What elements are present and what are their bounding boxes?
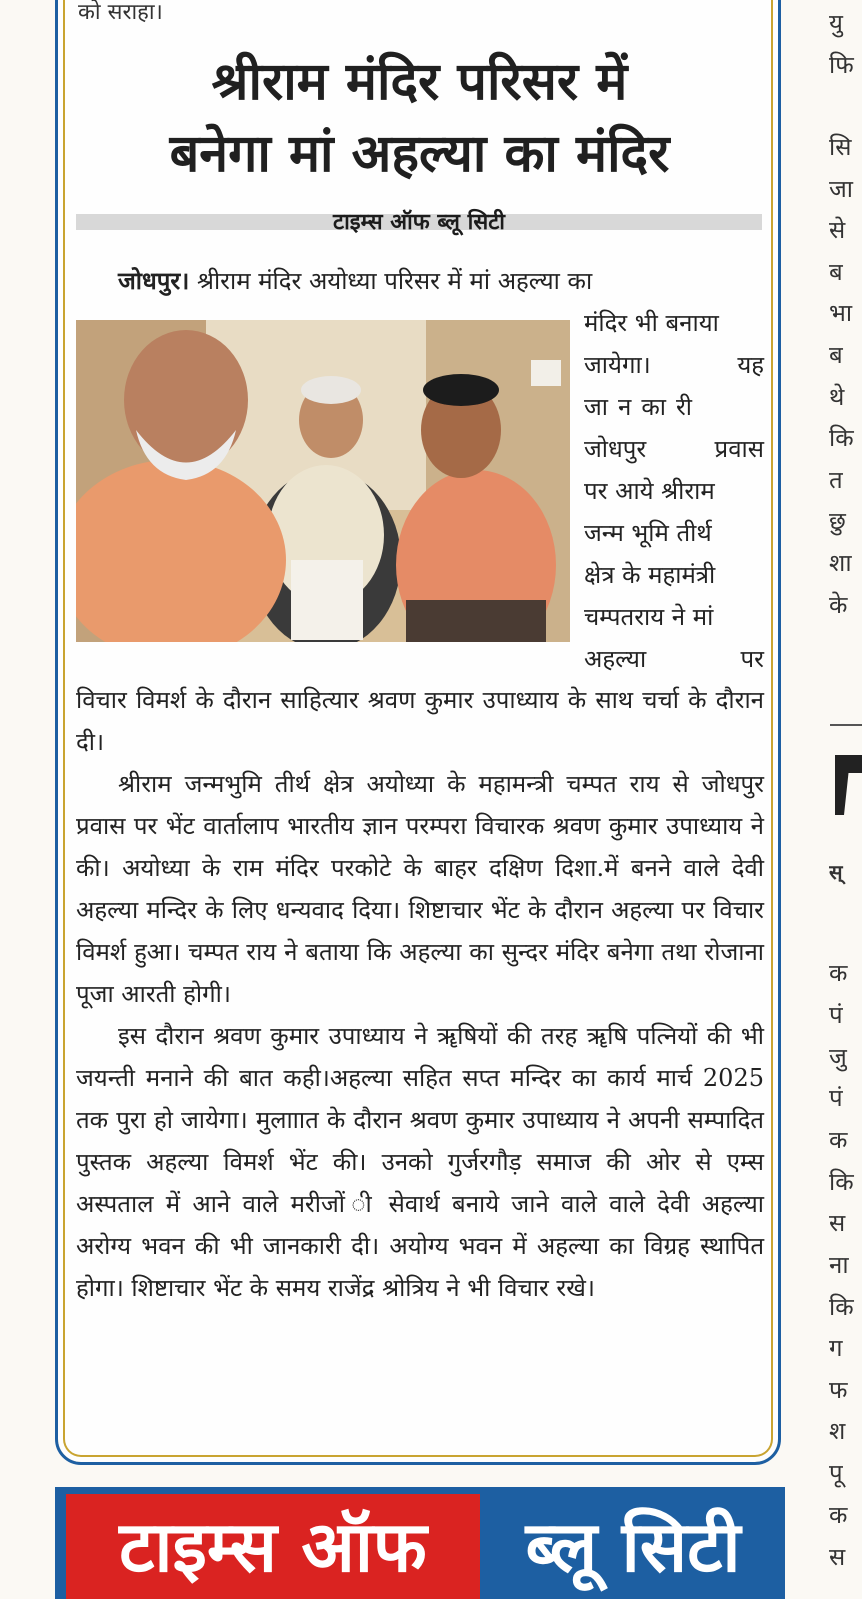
side-line: जानकारी (584, 393, 703, 421)
byline: टाइम्स ऑफ ब्लू सिटी (333, 210, 505, 235)
side-line: पर आये श्रीराम (584, 477, 715, 505)
fragment: पू (829, 1459, 843, 1487)
news-photo-illustration (76, 320, 570, 642)
fragment: पं (829, 1001, 843, 1029)
lead-text: श्रीराम मंदिर अयोध्या परिसर में मां अहल्या का (196, 267, 593, 295)
fragment: के (829, 591, 848, 619)
fragment: त (829, 466, 843, 494)
fragment: क (829, 959, 848, 987)
fragment: कि (829, 1293, 854, 1321)
headline-line-1: श्रीराम मंदिर परिसर में (211, 52, 628, 112)
paragraph-3: इस दौरान श्रवण कुमार उपाध्याय ने ॠषियों की तरह ॠषि पत्नियों की भी जयन्ती मनाने की बात कही।अहल्या सहित सप्त मन्दिर का कार्य मार्च 2025 तक पुरा हो जायेगा। मुलााात के दौरान श्रवण कुमार उपाध्याय ने अपनी सम्पादित पुस्तक अहल्या विमर्श भेंट की। उनको गुर्जरगौड़ समाज की ओर से एम्स अस्पताल में आने वाले मरीजों ी सेवार्थ बनाये जाने वाले वाले देवी अहल्या अरोग्य भवन की भी जानकारी दी। अयोग्य भवन में अहल्या का विग्रह स्थापित होगा। शिष्टाचार भेंट के समय राजेंद्र श्रोत्रिय ने भी विचार रखे। (76, 1022, 764, 1302)
side-text-column (584, 260, 764, 680)
side-line: मंदिर भी बनाया (584, 309, 719, 337)
side-line: जायेगा। यह (584, 351, 764, 379)
headline-line-2: बनेगा मां अहल्या का मंदिर (169, 124, 670, 184)
fragment: फि (829, 51, 854, 79)
fragment: क (829, 1501, 848, 1529)
fragment: पं (829, 1084, 843, 1112)
fragment: जा (829, 175, 854, 203)
side-line: जोधपुर प्रवास (584, 435, 764, 463)
side-line: क्षेत्र के महामंत्री (584, 561, 716, 589)
dateline: जोधपुर। (118, 266, 190, 295)
fragment: सि (829, 133, 852, 161)
fragment: छु (829, 507, 846, 535)
paragraph-2: श्रीराम जन्मभुमि तीर्थ क्षेत्र अयोध्या के महामन्त्री चम्पत राय से जोधपुर प्रवास पर भेंट वार्तालाप भारतीय ज्ञान परम्परा विचारक श्रवण कुमार उपाध्याय ने की। अयोध्या के राम मंदिर परकोटे के बाहर दक्षिण दिशा.में बनने वाले देवी अहल्या मन्दिर के लिए धन्यवाद दिया। शिष्टाचार भेंट के दौरान अहल्या पर विचार विमर्श हुआ। चम्पत राय ने बताया कि अहल्या का सुन्दर मंदिर बनेगा तथा रोजाना पूजा आरती होगी। (76, 770, 764, 1008)
fragment: थे (829, 383, 845, 411)
fragment: ब (829, 341, 843, 369)
fragment: फ (829, 1376, 848, 1404)
fragment: जु (829, 1043, 847, 1071)
fragment: यु (829, 9, 843, 37)
paragraph-1-continued: विचार विमर्श के दौरान साहित्यार श्रवण कुमार उपाध्याय के साथ चर्चा के दौरान दी। (76, 686, 764, 756)
fragment: कि (829, 424, 854, 452)
fragment: स् (829, 860, 843, 884)
side-line: चम्पतराय ने मां (584, 603, 714, 631)
headline (78, 46, 761, 190)
news-photo (76, 320, 570, 642)
fragment: शा (829, 549, 852, 577)
masthead-part-1: टाइम्स ऑफ (66, 1494, 480, 1599)
fragment: स (829, 1543, 846, 1571)
fragment: श (829, 1417, 846, 1445)
previous-article-fragment: को सराहा। (78, 0, 163, 25)
fragment: भा (829, 299, 853, 327)
masthead-part-2: ब्लू सिटी (525, 1505, 741, 1588)
side-line: जन्म भूमि तीर्थ (584, 519, 712, 547)
adjacent-column-rule (830, 724, 862, 726)
fragment: स (829, 1209, 846, 1237)
article-body (76, 679, 764, 1309)
fragment: ना (829, 1251, 849, 1279)
fragment: ग (829, 1334, 843, 1362)
fragment: ब (829, 258, 843, 286)
fragment: कि (829, 1168, 854, 1196)
fragment: से (829, 216, 846, 244)
fragment: क (829, 1126, 848, 1154)
side-line: अहल्या पर (584, 645, 764, 673)
